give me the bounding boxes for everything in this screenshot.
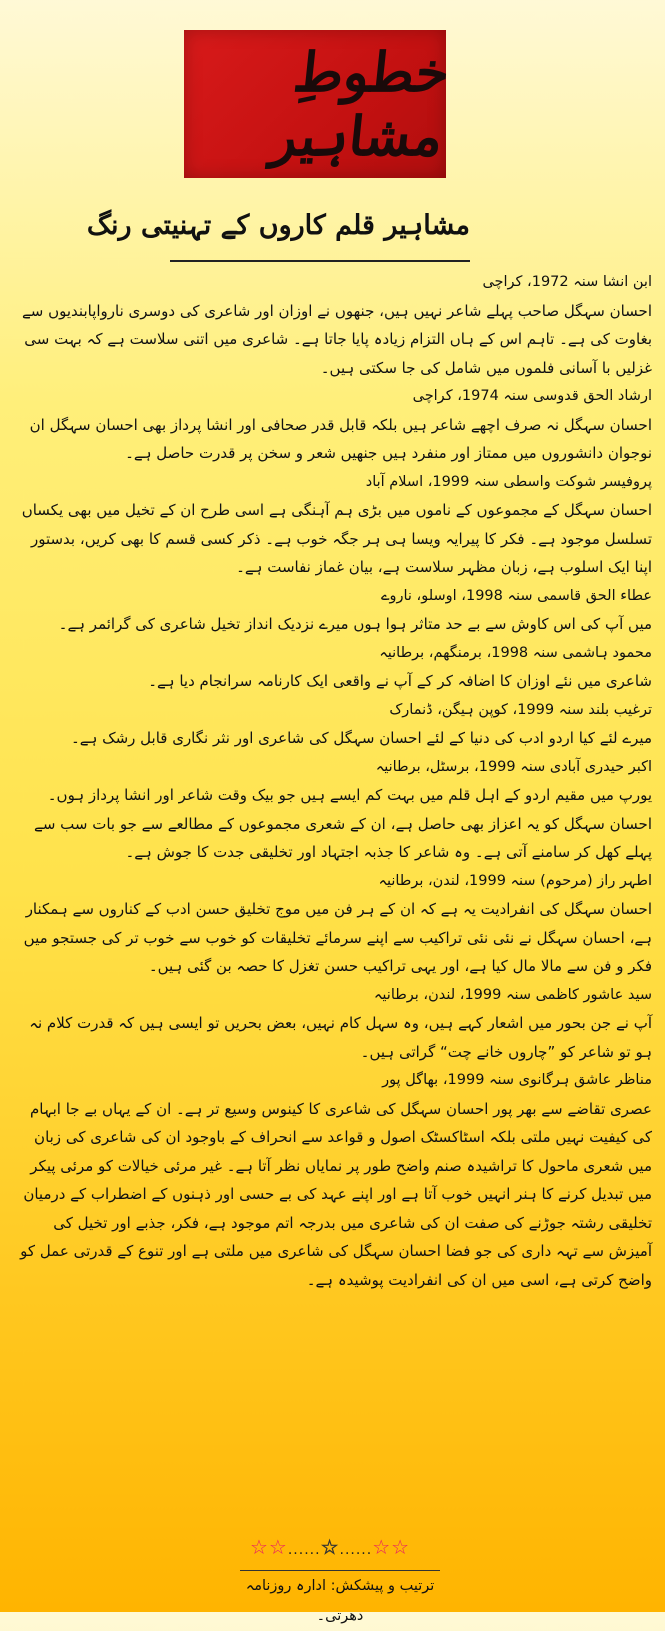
entry-source: ترغیب بلند سنہ 1999، کوپن ہیگن، ڈنمارک (389, 701, 652, 718)
entry-source: سید عاشور کاظمی سنہ 1999، لندن، برطانیہ (373, 986, 652, 1003)
star-icon: ☆ (320, 1535, 340, 1559)
entry-text: آپ نے جن بحور میں اشعار کہے ہیں، وہ سہل کام نہیں، بعض بحریں تو ایسی ہیں کہ قدرت کلام نہ ہو تو شاعر کو ”چاروں خانے چت“ گراتی ہیں۔ (29, 1014, 652, 1061)
ornament-dots: ...... (287, 1542, 321, 1558)
entry-text: احسان سہگل کی انفرادیت یہ ہے کہ ان کے ہر فن میں موج تخلیق حسن ادب کے کناروں سے ہمکنار ہے، احسان سہگل نے نئی نئی تراکیب سے اپنے سرمائے تخلیقات کو خوب سے خوب تر کی جستجو میں فکر و فن سے مالا مال کیا ہے، اور یہی تراکیب حسن تغزل کا حصہ بن گئی ہیں۔ (23, 900, 652, 975)
masthead-logo-text: خطوطِ مشاہیر (267, 40, 453, 168)
entry-text: احسان سہگل نہ صرف اچھے شاعر ہیں بلکہ قابل قدر صحافی اور انشا پرداز بھی احسان سہگل ان نوجوان دانشوروں میں ممتاز اور منفرد ہیں جنھیں شعر و سخن پر قدرت حاصل ہے۔ (29, 415, 652, 462)
entry-source: محمود ہاشمی سنہ 1998، برمنگھم، برطانیہ (379, 644, 652, 661)
entry-source: پروفیسر شوکت واسطی سنہ 1999، اسلام آباد (365, 473, 652, 490)
entry-source: عطاء الحق قاسمی سنہ 1998، اوسلو، ناروے (380, 587, 652, 604)
entry-text: میرے لئے کیا اردو ادب کی دنیا کے لئے احسان سہگل کی شاعری اور نثر نگاری قابل رشک ہے۔ (71, 729, 652, 747)
entry-source: اکبر حیدری آبادی سنہ 1999، برسٹل، برطانیہ (375, 758, 652, 775)
entry-source: ارشاد الحق قدوسی سنہ 1974، کراچی (412, 388, 652, 404)
star-icon: ☆☆ (372, 1535, 411, 1559)
masthead-logo (184, 30, 453, 178)
entry-text: یورپ میں مقیم اردو کے اہل قلم میں بہت کم ایسے ہیں جو بیک وقت شاعر اور انشا پرداز ہوں۔ احسان سہگل کو یہ اعزاز بھی حاصل ہے، ان کے شعری مجموعوں کے مطالعے سے جو بات سب سے پہلے کھل کر سامنے آتی ہے۔ وہ شاعر کا جذبہ اجتہاد اور تخلیقی جدت کا جوش ہے۔ (34, 786, 652, 861)
ornament-dots: ...... (339, 1542, 373, 1558)
entry-text: شاعری میں نئے اوزان کا اضافہ کر کے آپ نے واقعی ایک کارنامہ سرانجام دیا ہے۔ (148, 672, 652, 690)
entry-text: احسان سہگل صاحب پہلے شاعر نہیں ہیں، جنھوں نے اوزان اور شاعری کی دوسری نارواپابندیوں سے بغاوت کی ہے۔ تاہم اس کے ہاں التزام زیادہ پایا جاتا ہے۔ شاعری میں اتنی سلاست ہے کہ بہت سی غزلیں با آسانی فلموں میں شامل کی جا سکتی ہیں۔ (21, 301, 652, 377)
star-ornament (250, 1535, 410, 1559)
entry-text: احسان سہگل کے مجموعوں کے ناموں میں بڑی ہم آہنگی ہے اسی طرح ان کے تخیل میں بھی یکساں تسلسل موجود ہے۔ فکر کا پیرایہ ویسا ہی ہر جگہ خوب ہے۔ ذکر کسی قسم کا بھی کریں، بدستور اپنا ایک اسلوب ہے، زبان مظہر سلاست ہے، بیان غماز نفاست ہے۔ (21, 501, 652, 576)
entry-text: میں آپ کی اس کاوش سے بے حد متاثر ہوا ہوں میرے نزدیک انداز تخیل شاعری کی گرائمر ہے۔ (58, 615, 652, 633)
page-title: مشاہیر قلم کاروں کے تہنیتی رنگ (170, 200, 470, 262)
entry-text: عصری تقاضے سے بھر پور احسان سہگل کی شاعری کا کینوس وسیع تر ہے۔ ان کے یہاں بے جا ابہام کی کیفیت نہیں ملتی بلکہ اسٹاکسٹک اصول و قواعد سے انحراف کے باوجود ان کی شاعری کی زبان میں شعری ماحول کا تراشیدہ صنم واضح طور پر نمایاں نظر آتا ہے۔ غیر مرئی خیالات کو مرئی پیکر میں تبدیل کرنے کا ہنر انہیں خوب آتا ہے اور اپنے عہد کی بے حسی اور ذہنوں کے اضطراب کے درمیان تخلیقی رشتہ جوڑنے کی صفت ان کی شاعری میں بدرجہ اتم موجود ہے، فکر، جذبے اور تخیل کی آمیزش سے تہہ داری کی جو فضا احسان سہگل کی شاعری میں ملتی ہے اور تنوع کے قدرتی عمل کو واضح کرتی ہے، اسی میں ان کی انفرادیت پوشیدہ ہے۔ (20, 1099, 652, 1289)
entry-source: اطہر راز (مرحوم) سنہ 1999، لندن، برطانیہ (378, 872, 652, 889)
footer-credit: ترتیب و پیشکش: ادارہ روزنامہ دھرتی۔ (240, 1570, 440, 1601)
article-body (20, 268, 652, 1294)
entry-source: مناظر عاشق ہرگانوی سنہ 1999، بھاگل پور (382, 1072, 652, 1088)
star-icon: ☆☆ (250, 1535, 288, 1559)
entry-source: ابن انشا سنہ 1972، کراچی (482, 274, 652, 290)
